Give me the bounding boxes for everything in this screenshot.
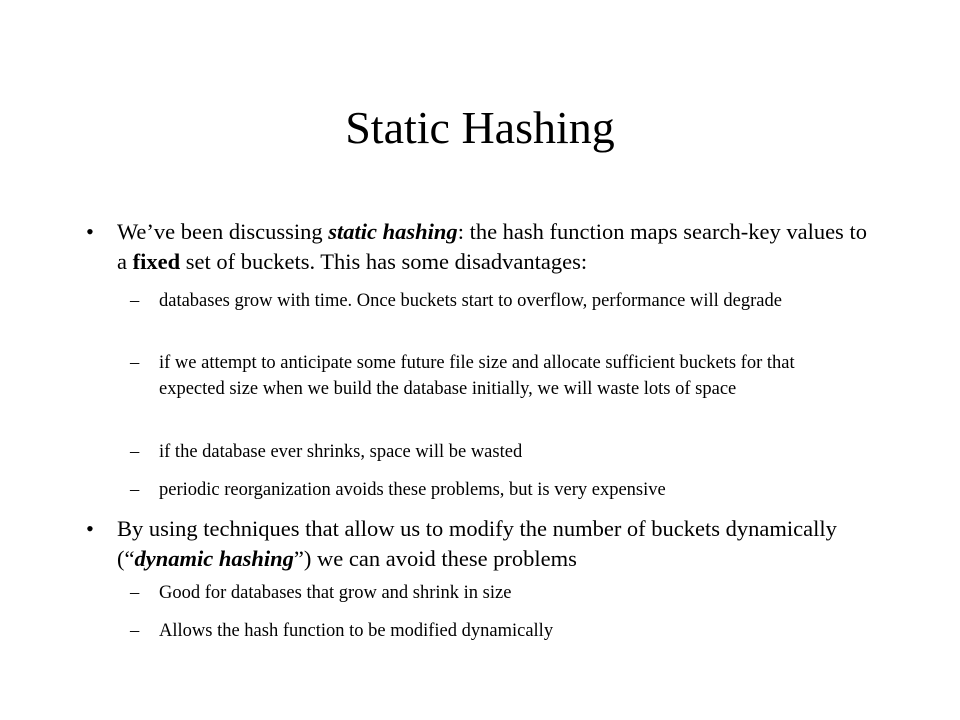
sub-bullet-marker: – [130, 353, 140, 373]
bullet-marker: • [86, 516, 94, 541]
sub-bullet-text: Good for databases that grow and shrink in size [159, 583, 512, 603]
sub-bullet-text: if we attempt to anticipate some future file size and allocate sufficient buckets for that expected size when we build the database initially, we will waste lots of space [159, 353, 795, 399]
sub-bullet-marker: – [130, 480, 140, 500]
bullet-text: By using techniques that allow us to modify the number of buckets dynamically (“ [117, 516, 837, 571]
sub-bullet-allows [130, 618, 859, 644]
bullet-text: We’ve been discussing [117, 219, 329, 244]
sub-bullet-marker: – [130, 583, 140, 603]
sub-bullet-text: Allows the hash function to be modified dynamically [159, 621, 554, 641]
sub-bullet-reorganization [130, 477, 859, 503]
sub-bullet-shrinks [130, 439, 859, 465]
sub-bullet-good-for [130, 580, 859, 606]
sub-bullet-growth [130, 288, 859, 314]
sub-bullet-marker: – [130, 291, 140, 311]
slide-title: Static Hashing [345, 102, 615, 153]
bullet-bold: fixed [132, 249, 181, 274]
bullet-marker: • [86, 219, 94, 244]
sub-bullet-text: if the database ever shrinks, space will be wasted [159, 442, 523, 462]
bullet-text: ”) we can avoid these problems [293, 546, 577, 571]
sub-bullet-marker: – [130, 621, 140, 641]
bullet-static-hashing [86, 217, 877, 277]
sub-bullet-marker: – [130, 442, 140, 462]
sub-bullet-text: databases grow with time. Once buckets start to overflow, performance will degrade [159, 291, 782, 311]
sub-bullet-text: periodic reorganization avoids these problems, but is very expensive [159, 480, 666, 500]
sub-bullet-anticipate [130, 350, 859, 402]
bullet-emphasis: dynamic hashing [134, 546, 294, 571]
bullet-emphasis: static hashing [328, 219, 458, 244]
bullet-text: set of buckets. This has some disadvantages: [180, 249, 588, 274]
bullet-text: : the hash function maps search-key values to a [117, 219, 867, 274]
bullet-dynamic-hashing [86, 514, 877, 574]
